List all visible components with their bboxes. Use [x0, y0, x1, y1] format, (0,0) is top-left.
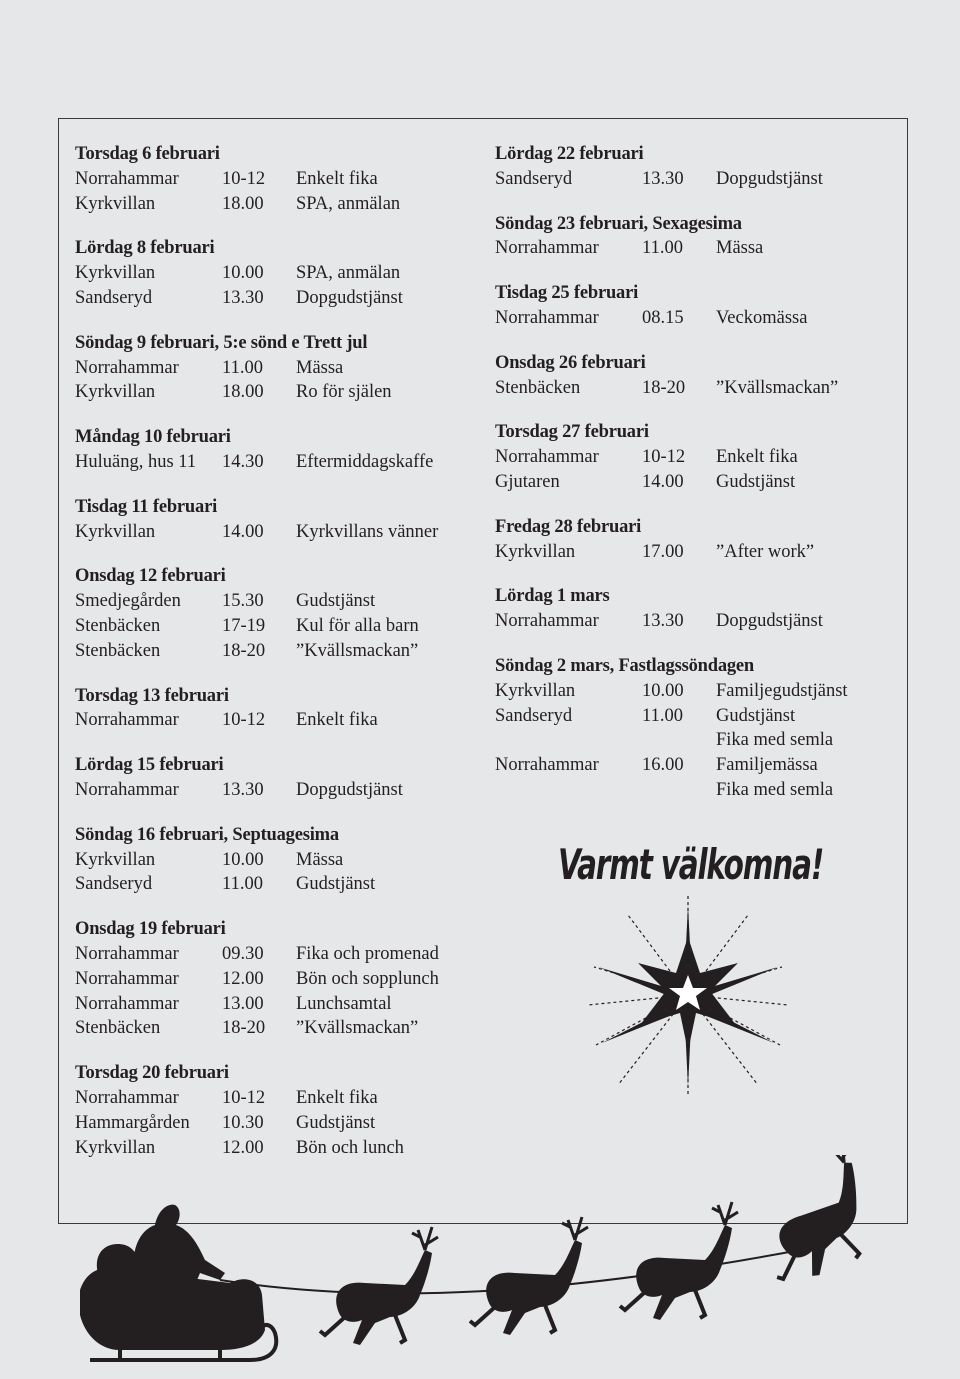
- event-event: Mässa: [296, 357, 344, 378]
- event-place: Norrahammar: [495, 611, 599, 632]
- event-time: 11.00: [642, 705, 683, 726]
- event-place: Kyrkvillan: [75, 263, 156, 284]
- event-place: Norrahammar: [75, 357, 179, 378]
- schedule-day: [75, 753, 475, 803]
- schedule-left-column: [75, 142, 475, 1180]
- event-event: Gudstjänst: [296, 591, 376, 612]
- event-place: Sandseryd: [75, 874, 153, 895]
- event-time: 13.30: [222, 287, 264, 308]
- event-time: [642, 728, 716, 753]
- event-time: 14.00: [642, 471, 684, 492]
- event-place: Norrahammar: [75, 1087, 179, 1108]
- schedule-day: [495, 351, 895, 401]
- day-title: Torsdag 6 februari: [75, 144, 220, 164]
- event-time: [642, 778, 716, 803]
- day-title: Onsdag 26 februari: [495, 352, 646, 373]
- schedule-day: [75, 823, 475, 897]
- event-place: Norrahammar: [75, 943, 179, 964]
- event-time: 17-19: [222, 615, 266, 636]
- event-place: Norrahammar: [75, 779, 179, 800]
- day-title: Lördag 1 mars: [495, 586, 610, 607]
- event-place: Norrahammar: [495, 447, 599, 468]
- event-place: [495, 728, 642, 753]
- schedule-right-column: [495, 142, 895, 823]
- event-time: 12.00: [222, 1137, 264, 1158]
- event-row: [75, 192, 475, 217]
- event-row: [75, 1016, 475, 1041]
- event-row: [75, 589, 475, 614]
- event-place: Huluäng, hus 11: [75, 451, 197, 472]
- event-row: [75, 992, 475, 1017]
- event-event: Familjegudstjänst: [716, 680, 848, 701]
- day-title: Söndag 2 mars, Fastlagssöndagen: [495, 655, 755, 676]
- schedule-day: [495, 420, 895, 494]
- event-time: 14.00: [222, 521, 264, 542]
- event-time: 13.00: [222, 993, 264, 1014]
- day-title: Tisdag 25 februari: [495, 283, 639, 304]
- event-place: Stenbäcken: [75, 615, 161, 636]
- compass-star-icon: [588, 895, 788, 1095]
- event-time: 10.00: [222, 263, 264, 284]
- event-event: Enkelt fika: [296, 710, 378, 731]
- event-event: Gudstjänst: [296, 1112, 376, 1133]
- event-time: 10-12: [222, 710, 266, 731]
- event-row: [75, 848, 475, 873]
- event-place: Kyrkvillan: [75, 1137, 156, 1158]
- event-place: Sandseryd: [495, 705, 573, 726]
- event-row: [75, 380, 475, 405]
- event-row: [75, 872, 475, 897]
- event-event: Enkelt fika: [296, 1087, 378, 1108]
- day-title: Tisdag 11 februari: [75, 496, 218, 517]
- event-row: [495, 609, 895, 634]
- event-event: Enkelt fika: [296, 168, 378, 189]
- event-event: ”Kvällsmackan”: [296, 1018, 419, 1039]
- event-place: Norrahammar: [495, 755, 599, 776]
- event-row: [495, 306, 895, 331]
- day-title: Lördag 8 februari: [75, 238, 215, 259]
- event-event: Gudstjänst: [716, 471, 796, 492]
- event-place: Norrahammar: [495, 307, 599, 328]
- day-title: Söndag 23 februari, Sexagesima: [495, 213, 742, 234]
- schedule-day: [75, 425, 475, 475]
- event-place: Stenbäcken: [495, 377, 581, 398]
- event-event: ”Kvällsmackan”: [716, 377, 839, 398]
- event-time: 13.30: [222, 779, 264, 800]
- welcome-heading: Varmt välkomna!: [558, 840, 824, 889]
- event-row: [75, 639, 475, 664]
- event-row: [495, 376, 895, 401]
- event-place: [495, 778, 642, 803]
- day-title: Torsdag 20 februari: [75, 1063, 229, 1084]
- event-event: Gudstjänst: [716, 705, 796, 726]
- event-event: Enkelt fika: [716, 447, 798, 468]
- schedule-day: [75, 331, 475, 405]
- event-place: Norrahammar: [75, 710, 179, 731]
- event-time: 09.30: [222, 943, 264, 964]
- event-time: 11.00: [222, 357, 263, 378]
- event-row: [495, 704, 895, 729]
- event-place: Norrahammar: [75, 168, 179, 189]
- event-row: [495, 679, 895, 704]
- schedule-day: [75, 684, 475, 734]
- schedule-day: [495, 515, 895, 565]
- day-title: Onsdag 12 februari: [75, 566, 226, 587]
- event-place: Stenbäcken: [75, 1018, 161, 1039]
- event-row: [75, 450, 475, 475]
- event-time: 18.00: [222, 193, 264, 214]
- event-event: Familjemässa: [716, 755, 818, 776]
- event-event: ”Kvällsmackan”: [296, 640, 419, 661]
- event-event: Dopgudstjänst: [296, 779, 403, 800]
- event-time: 10-12: [222, 1087, 266, 1108]
- event-time: 10.00: [222, 849, 264, 870]
- event-row: [75, 967, 475, 992]
- event-time: 10.00: [642, 680, 684, 701]
- event-time: 08.15: [642, 307, 684, 328]
- event-row: [75, 1111, 475, 1136]
- event-event: SPA, anmälan: [296, 263, 401, 284]
- event-event: Gudstjänst: [296, 874, 376, 895]
- day-title: Fredag 28 februari: [495, 516, 642, 537]
- event-row: [75, 356, 475, 381]
- event-time: 17.00: [642, 541, 684, 562]
- event-time: 18-20: [222, 640, 266, 661]
- event-event: Kyrkvillans vänner: [296, 521, 439, 542]
- event-time: 14.30: [222, 451, 264, 472]
- event-time: 11.00: [222, 874, 263, 895]
- event-time: 18-20: [642, 377, 686, 398]
- event-time: 13.30: [642, 168, 684, 189]
- event-row: [75, 261, 475, 286]
- schedule-day: [495, 281, 895, 331]
- event-place: Kyrkvillan: [495, 680, 576, 701]
- event-time: 12.00: [222, 968, 264, 989]
- event-event: SPA, anmälan: [296, 193, 401, 214]
- event-row: [495, 753, 895, 778]
- event-place: Kyrkvillan: [495, 541, 576, 562]
- schedule-day: [495, 584, 895, 634]
- event-place: Sandseryd: [495, 168, 573, 189]
- event-time: 11.00: [642, 238, 683, 259]
- event-time: 18.00: [222, 382, 264, 403]
- event-row: [495, 470, 895, 495]
- event-row: [495, 540, 895, 565]
- event-place: Gjutaren: [495, 471, 560, 492]
- day-title: Torsdag 13 februari: [75, 685, 229, 706]
- schedule-day: [495, 212, 895, 262]
- event-place: Sandseryd: [75, 287, 153, 308]
- schedule-day: [495, 654, 895, 803]
- event-event: Bön och lunch: [296, 1137, 404, 1158]
- schedule-day: [75, 564, 475, 663]
- event-place: Hammargården: [75, 1112, 190, 1133]
- event-event: Bön och sopplunch: [296, 968, 439, 989]
- day-title: Söndag 9 februari, 5:e sönd e Trett jul: [75, 332, 368, 353]
- event-row: [495, 445, 895, 470]
- event-event: Dopgudstjänst: [716, 611, 823, 632]
- day-title: Onsdag 19 februari: [75, 919, 226, 940]
- event-event: Eftermiddagskaffe: [296, 451, 434, 472]
- event-event: Fika med semla: [716, 730, 834, 751]
- event-row: [75, 1086, 475, 1111]
- event-row: [75, 942, 475, 967]
- event-place: Norrahammar: [75, 968, 179, 989]
- event-row: [495, 167, 895, 192]
- event-event: Fika med semla: [716, 779, 834, 800]
- day-title: Måndag 10 februari: [75, 427, 231, 448]
- event-row: [75, 778, 475, 803]
- event-row: [495, 728, 895, 753]
- day-title: Söndag 16 februari, Septuagesima: [75, 824, 339, 845]
- event-event: Mässa: [296, 849, 344, 870]
- schedule-day: [75, 236, 475, 310]
- day-title: Torsdag 27 februari: [495, 422, 649, 443]
- event-event: Kul för alla barn: [296, 615, 419, 636]
- event-row: [495, 778, 895, 803]
- event-row: [75, 167, 475, 192]
- event-event: Dopgudstjänst: [716, 168, 823, 189]
- day-title: Lördag 15 februari: [75, 755, 224, 776]
- schedule-day: [75, 1061, 475, 1160]
- event-row: [75, 286, 475, 311]
- event-time: 18-20: [222, 1018, 266, 1039]
- santa-sleigh-reindeer-silhouette: [80, 1155, 880, 1379]
- event-place: Smedjegården: [75, 591, 181, 612]
- event-place: Kyrkvillan: [75, 849, 156, 870]
- event-time: 15.30: [222, 591, 264, 612]
- event-event: Fika och promenad: [296, 943, 439, 964]
- event-event: Ro för själen: [296, 382, 392, 403]
- event-event: Mässa: [716, 238, 764, 259]
- schedule-day: [75, 142, 475, 216]
- event-row: [495, 236, 895, 261]
- event-event: Veckomässa: [716, 307, 808, 328]
- event-place: Norrahammar: [495, 238, 599, 259]
- event-time: 10.30: [222, 1112, 264, 1133]
- event-place: Stenbäcken: [75, 640, 161, 661]
- event-place: Kyrkvillan: [75, 382, 156, 403]
- schedule-day: [75, 917, 475, 1041]
- schedule-day: [75, 495, 475, 545]
- event-place: Kyrkvillan: [75, 521, 156, 542]
- event-event: ”After work”: [716, 541, 815, 562]
- day-title: Lördag 22 februari: [495, 144, 644, 164]
- event-row: [75, 614, 475, 639]
- event-place: Norrahammar: [75, 993, 179, 1014]
- event-row: [75, 708, 475, 733]
- event-row: [75, 520, 475, 545]
- event-place: Kyrkvillan: [75, 193, 156, 214]
- event-event: Dopgudstjänst: [296, 287, 403, 308]
- event-time: 10-12: [642, 447, 686, 468]
- event-time: 10-12: [222, 168, 266, 189]
- schedule-day: [495, 142, 895, 192]
- event-time: 16.00: [642, 755, 684, 776]
- event-event: Lunchsamtal: [296, 993, 392, 1014]
- event-time: 13.30: [642, 611, 684, 632]
